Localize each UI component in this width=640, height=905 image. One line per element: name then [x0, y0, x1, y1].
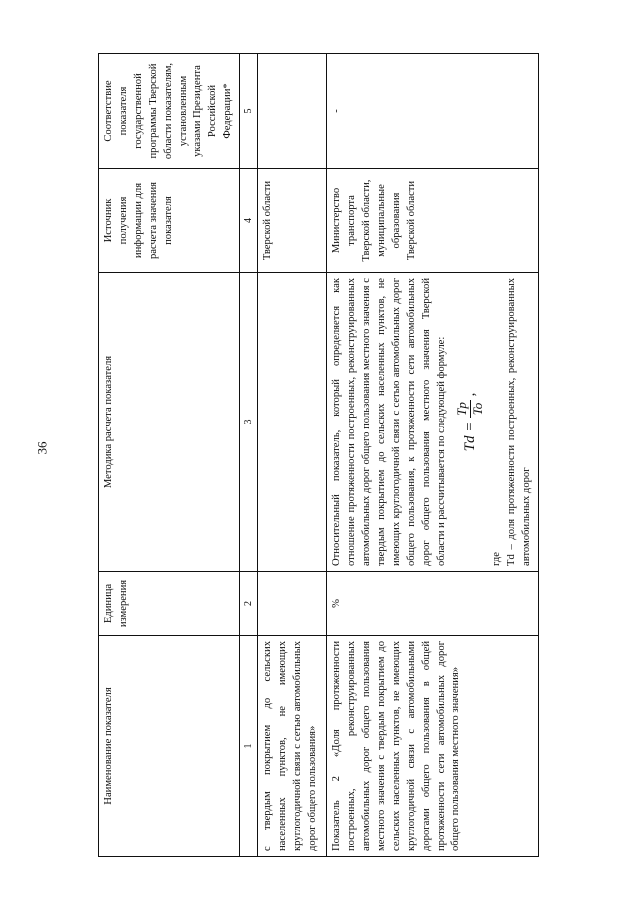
header-source: Источник получения информации для расчета значения показателя [99, 169, 240, 273]
column-number: 4 [240, 169, 258, 273]
indicator1-method-cell [258, 273, 327, 572]
td-definition: Td – доля протяженности построенных, реконструированных автомобильных дорог [506, 278, 533, 566]
indicator2-method-text: Относительный показатель, который определяется как отношение протяженности построенных, реконструированных автомобильных дорог общего пользования местного значения с твердым покрытием до сельских населенных пунктов, не имеющих круглогодичной связи с сетью автомобильных дорог общего пользования, к протяженности сети автомобильных дорог общего пользования местного значения Тверской области и рассчитывается по следующей формуле: [331, 278, 447, 566]
indicator2-unit: % [327, 572, 539, 636]
page-number: 36 [34, 441, 50, 455]
where-label: где [491, 552, 503, 566]
column-number: 2 [240, 572, 258, 636]
header-correspondence: Соответствие показателя государственной программы Тверской области показателям, установленным указами Президента Российской Федерации* [99, 54, 240, 169]
indicator1-source: Тверской области [258, 169, 327, 273]
indicator2-source: Министерство транспорта Тверской области, муниципальные образования Тверской области [327, 169, 539, 273]
indicator1-name-continuation: с твердым покрытием до сельских населенных пунктов, не имеющих круглогодичной связи с сетью автомобильных дорог общего пользования» [258, 636, 327, 857]
formula-numerator: Tp [454, 402, 470, 416]
table-row [327, 54, 539, 857]
rotated-table-container [98, 54, 596, 857]
column-number: 3 [240, 273, 258, 572]
column-numbers-row [240, 54, 258, 857]
header-unit: Единица измерения [99, 572, 240, 636]
indicators-table [98, 53, 539, 857]
formula-lhs: Td = [462, 421, 479, 452]
column-number: 1 [240, 636, 258, 857]
header-indicator-name: Наименование показателя [99, 636, 240, 857]
formula [455, 278, 486, 566]
formula-fraction [455, 400, 486, 418]
indicator1-correspondence-cell [258, 54, 327, 169]
formula-tail: , [462, 392, 479, 397]
indicator1-unit-cell [258, 572, 327, 636]
indicator2-correspondence: - [327, 54, 539, 169]
formula-denominator: To [470, 402, 486, 416]
table-row [258, 54, 327, 857]
column-number: 5 [240, 54, 258, 169]
table-header-row [99, 54, 240, 857]
indicator2-method [327, 273, 539, 572]
indicator2-name: Показатель 2 «Доля протяженности построенных, реконструированных автомобильных дорог общего пользования местного значения с твердым покрытием до сельских населенных пунктов, не имеющих круглогодичной связи с автомобильными дорогами общего пользования в общей протяженности сети автомобильных дорог общего пользования местного значения» [327, 636, 539, 857]
header-method: Методика расчета показателя [99, 273, 240, 572]
